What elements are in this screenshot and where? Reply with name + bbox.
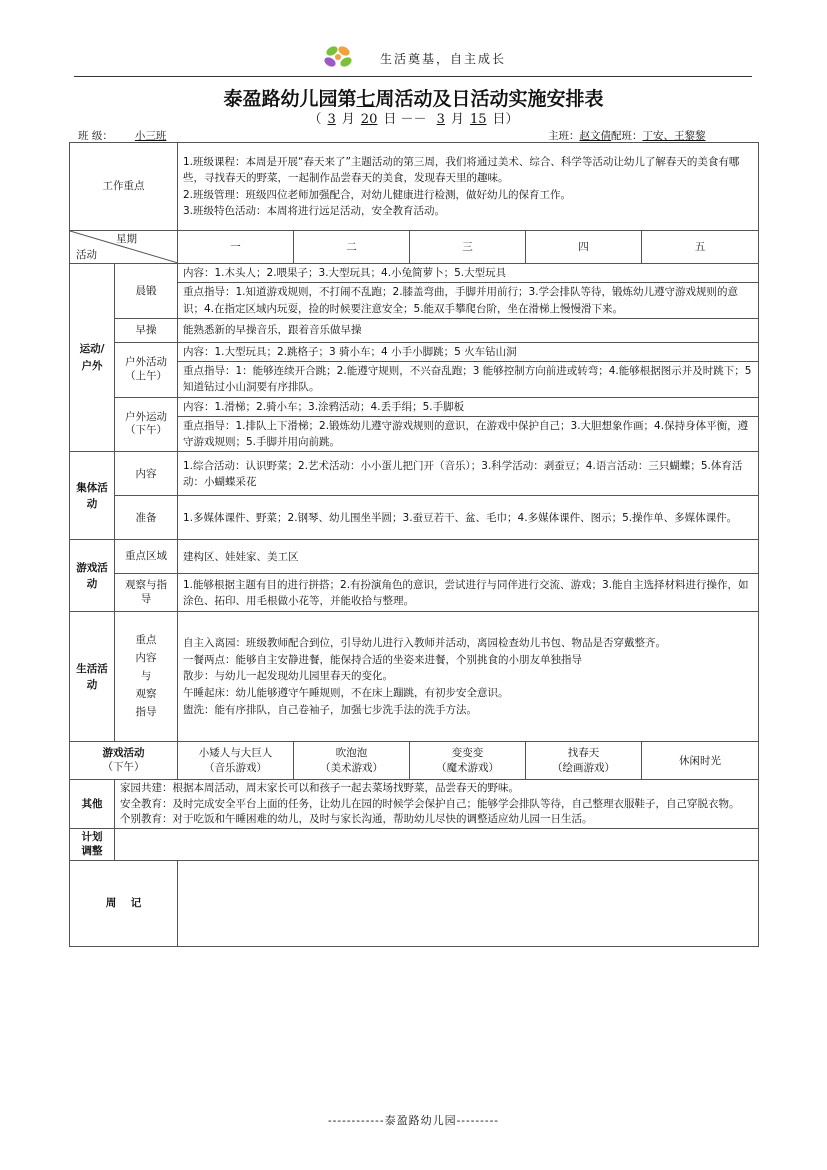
day-tue: 二: [294, 231, 410, 264]
exercise-content: 能熟悉新的早操音乐，跟着音乐做早操: [178, 318, 759, 342]
date-range: （ 3 月 20 日 －－ 3 月 15 日）: [308, 112, 519, 127]
weekly-note-label: 周 记: [70, 861, 178, 947]
week-header-corner: 星期 活动: [70, 231, 178, 264]
outdoor-group-label: 运动/户外: [70, 264, 115, 452]
weekly-plan-table: [69, 142, 759, 947]
am-content-row: [70, 342, 759, 361]
teacher-value: 赵文倩: [579, 130, 611, 142]
am-content: 内容：1.大型玩具；2.跳格子；3 骑小车；4 小手小脚跳；5 火车钻山洞: [178, 342, 759, 361]
game-observe: 1.能够根据主题有目的进行拼搭；2.有扮演角色的意识，尝试进行与同伴进行交流、游戏；3.能自主选择材料进行操作，如涂色、拓印、用毛根做小花等，并能收拾与整理。: [178, 574, 759, 612]
plan-adjust-label: 计划 调整: [70, 829, 115, 861]
morning-guide: 重点指导：1.知道游戏规则，不打闹不乱跑；2.膝盖弯曲，手脚并用前行；3.学会排队等待，锻炼幼儿遵守游戏规则的意识；4.在指定区域内玩耍，捡的时候要注意安全；5.能双手攀爬台阶，坐在滑梯上慢慢滑下来。: [178, 283, 759, 319]
other-row: [70, 780, 759, 829]
group-content-label: 内容: [115, 452, 178, 496]
pm-outdoor-label: 户外运动（下午）: [115, 397, 178, 452]
footer: ------------泰盈路幼儿园---------: [327, 1114, 500, 1127]
day-fri: 五: [642, 231, 759, 264]
class-value: 小三班: [134, 130, 167, 142]
kindergarten-logo-icon: [318, 42, 358, 72]
morning-exercise-label: 晨锻: [115, 264, 178, 319]
other-content: 家园共建：根据本周活动，周末家长可以和孩子一起去菜场找野菜，品尝春天的野味。 安全教育：及时完成安全平台上面的任务，让幼儿在园的时候学会保护自己；能够学会排队等待，自己整理衣服鞋子，自己穿脱衣物。 个别教育：对于吃饭和午睡困难的幼儿，及时与家长沟通，帮助幼儿尽快的调整适应幼儿园一日生活。: [115, 780, 759, 829]
afternoon-game-2: 吹泡泡 （美术游戏）: [294, 742, 410, 780]
life-activity-label: 生活活动: [70, 612, 115, 742]
game-area-row: [70, 540, 759, 574]
exercise-row: [70, 318, 759, 342]
afternoon-games-label: 游戏活动 （下午）: [70, 742, 178, 780]
slogan: 生活奠基，自主成长: [380, 52, 507, 66]
am-guide: 重点指导：1：能够连续开合跳；2.能遵守规则，不兴奋乱跑；3 能够控制方向前进或转弯；4.能够根据图示并及时跳下；5 知道钻过小山洞要有序排队。: [178, 362, 759, 398]
weekly-note-content[interactable]: [178, 861, 759, 947]
plan-adjust-row: [70, 829, 759, 861]
group-activity-label: 集体活动: [70, 452, 115, 540]
group-prep-label: 准备: [115, 496, 178, 540]
life-focus-label: 重点 内容 与 观察 指导: [115, 612, 178, 742]
morning-content: 内容：1.木头人；2.喂果子；3.大型玩具；4.小兔简萝卜；5.大型玩具: [178, 264, 759, 283]
game-area-label: 重点区域: [115, 540, 178, 574]
week-header-row: [70, 231, 759, 264]
day-mon: 一: [178, 231, 294, 264]
life-content: 自主入离园：班级教师配合到位，引导幼儿进行入教师并活动，离园检查幼儿书包、物品是否穿戴整齐。 一餐两点：能够自主安静进餐，能保持合适的坐姿来进餐，个别挑食的小朋友单独指导 散步：与幼儿一起发现幼儿园里春天的变化。 午睡起床：幼儿能够遵守午睡规则，不在床上蹦跳，有初步安全意识。 盥洗：能有序排队，自己卷袖子，加强七步洗手法的洗手方法。: [178, 612, 759, 742]
afternoon-games-row: [70, 742, 759, 780]
plan-adjust-content[interactable]: [115, 829, 759, 861]
pm-content-row: [70, 397, 759, 416]
afternoon-game-3: 变变变 （魔术游戏）: [410, 742, 526, 780]
morning-content-row: [70, 264, 759, 283]
assistant-value: 丁安、王黎黎: [642, 130, 706, 142]
afternoon-game-5: 休闲时光: [642, 742, 759, 780]
afternoon-game-1: 小矮人与大巨人 （音乐游戏）: [178, 742, 294, 780]
group-content: 1.综合活动：认识野菜；2.艺术活动：小小蛋儿把门开（音乐）；3.科学活动：剥蚕豆；4.语言活动：三只蝴蝶；5.体育活动：小蝴蝶采花: [178, 452, 759, 496]
day-wed: 三: [410, 231, 526, 264]
life-activity-row: [70, 612, 759, 742]
page-title: 泰盈路幼儿园第七周活动及日活动实施安排表: [223, 88, 604, 110]
work-focus-row: [70, 143, 759, 231]
game-observe-row: [70, 574, 759, 612]
work-focus-label: 工作重点: [70, 143, 178, 231]
header-divider: [74, 76, 752, 77]
am-outdoor-label: 户外活动（上午）: [115, 342, 178, 397]
group-prep: 1.多媒体课件、野菜；2.钢琴、幼儿围坐半圆；3.蚕豆若干、盆、毛巾；4.多媒体课件、图示；5.操作单、多媒体课件。: [178, 496, 759, 540]
group-prep-row: [70, 496, 759, 540]
work-focus-content: 1.班级课程：本周是开展“春天来了”主题活动的第三周，我们将通过美术、综合、科学等活动让幼儿了解春天的美食有哪些，寻找春天的野菜，一起制作品尝春天的美食，发现春天里的趣味。 2.班级管理：班级四位老师加强配合，对幼儿健康进行检测，做好幼儿的保育工作。 3.班级特色活动：本周将进行远足活动，安全教育活动。: [178, 143, 759, 231]
group-content-row: [70, 452, 759, 496]
pm-content: 内容：1.滑梯；2.骑小车；3.涂鸦活动；4.丢手绢；5.手脚板: [178, 397, 759, 416]
game-area: 建构区、娃娃家、美工区: [178, 540, 759, 574]
teacher-info: 主班：赵文倩配班：丁安、王黎黎: [548, 130, 706, 142]
day-thu: 四: [526, 231, 642, 264]
pm-guide: 重点指导：1.排队上下滑梯；2.锻炼幼儿遵守游戏规则的意识，在游戏中保护自己；3.大胆想象作画；4.保持身体平衡，遵守游戏规则；5.手脚并用向前跳。: [178, 416, 759, 452]
other-label: 其他: [70, 780, 115, 829]
weekly-note-row: [70, 861, 759, 947]
game-activity-label: 游戏活动: [70, 540, 115, 612]
game-observe-label: 观察与指导: [115, 574, 178, 612]
exercise-label: 早操: [115, 318, 178, 342]
week-number: 七: [356, 88, 376, 110]
afternoon-game-4: 找春天 （绘画游戏）: [526, 742, 642, 780]
class-info: 班 级： 小三班: [78, 128, 231, 143]
